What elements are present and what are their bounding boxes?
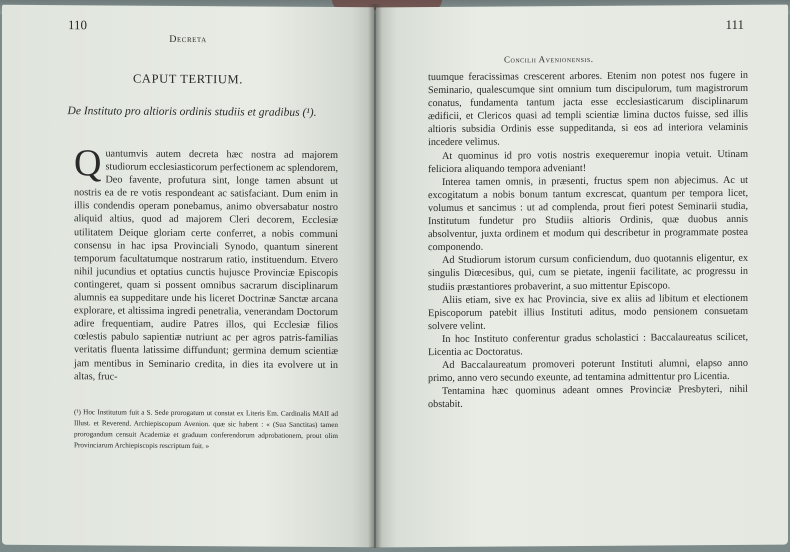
running-head: Concilii Avenionensis. <box>504 53 594 65</box>
body-text <box>428 69 748 412</box>
body-paragraph: Ad Baccalaureatum promoveri poterunt Instituti alumni, elapso anno primo, anno vero secundo exeunte, ad tentamina admittentur pro Licentia. <box>428 357 748 385</box>
body-text <box>74 142 338 385</box>
right-page <box>376 5 788 548</box>
body-paragraph: Ad Studiorum istorum cursum conficiendum, duo quotannis eligentur, ex singulis Diœcesibus, qui, cum se pietate, ingenii facilitate, ac progressu in studiis præstantiores probaverint, a suo mittentur Episcopo. <box>428 253 748 293</box>
body-paragraph: Aliis etiam, sive ex hac Provincia, sive ex aliis ad libitum et electionem Episcoporum patebit illius Instituti aditus, modo pensionem consuetam solvere velint. <box>428 292 748 332</box>
running-head: Decreta <box>169 33 207 46</box>
page-number: 111 <box>725 16 744 32</box>
body-paragraph: tuumque feracissimas crescerent arbores. Etenim non potest nos fugere in Seminario, qualescumque sint omnium tum discipulorum, tum magistrorum conatus, fundamenta tantum jacta esse ecclesiasticarum disciplinarum ædificii, et Clericos quasi ad templi scientiæ limina ductos fuisse, sed illis altioris subsidia Ordinis esse suppeditanda, si eos ad interiora velaminis incedere velimus. <box>428 69 748 149</box>
footnote: (¹) Hoc Institutum fuit a S. Sede prorogatum ut constat ex Literis Em. Cardinalis MAII ad Illust. et Reverend. Archiepiscopum Avenion. quæ sic habent : « (Sua Sanctitas) tamen prorogandum censuit Academiæ et graduum conferendorum adprobationem, prout olim Provinciarum Archiepiscopis rescriptum fuit. » <box>74 408 338 451</box>
book-gutter <box>368 4 382 548</box>
page-number: 110 <box>68 17 88 33</box>
body-paragraph: At quominus id pro votis nostris exequeremur inopia vetuit. Utinam feliciora aliquando tempora adveniant! <box>428 148 748 175</box>
body-paragraph: In hoc Instituto conferentur gradus scholastici : Baccalaureatus scilicet, Licentia ac Doctoratus. <box>428 331 748 359</box>
left-page <box>2 5 374 548</box>
body-paragraph: Interea tamen omnis, in præsenti, fructus spem non abjecimus. Ac ut excogitatum a nobis bonum tantum excrescat, quantum per tempora licet, volumus et sancimus : ut ad complenda, prout fieri potest Seminarii studia, Institutum fundetur pro Studiis altioris Ordinis, quæ duobus annis absolventur, juxta ordinem et modum qui describetur in programmate postea componendo. <box>428 174 748 254</box>
chapter-subtitle: De Instituto pro altioris ordinis studiis et gradibus (¹). <box>67 105 317 119</box>
chapter-title: CAPUT TERTIUM. <box>133 71 243 87</box>
drop-cap: Q <box>74 142 102 185</box>
body-paragraph: Tentamina hæc quominus adeant omnes Provinciæ Presbyteri, nihil obstabit. <box>428 384 748 411</box>
body-paragraph: uantumvis autem decreta hæc nostra ad majorem studiorum ecclesiasticorum perfectionem ac splendorem, Deo favente, profutura sint, longe tamen absunt ut nostris ea de re votis respondeant ac satisfaciant. Dum enim in illis condendis operam ponebamus, animo obversabatur nostro aliquid altius, quod ad majorem Cleri decorem, Ecclesiæ utilitatem Deique gloriam certe conferret, a nobis communi consensu in hac ipsa Provinciali Synodo, quantum sinerent temporum facultatumque nostrarum ratio, instituendum. Etvero nihil jucundius et optatius cunctis hujusce Provinciæ Episcopis contingeret, quam si possent omnibus sacrarum disciplinarum alumnis ea suppeditare unde his liceret Doctrinæ Sanctæ arcana explorare, et altissima ingredi penetralia, venerandam Doctorum adire frequentiam, audire Patres illos, qui Ecclesiæ filios cœlestis pabulo sapientiæ nutriunt ac per agros patris-familias veritatis fluenta latissime diffundunt; germina demum scientiæ jam mentibus in Seminario credita, in dies ita evolvere ut in altas, fruc- <box>74 148 338 383</box>
